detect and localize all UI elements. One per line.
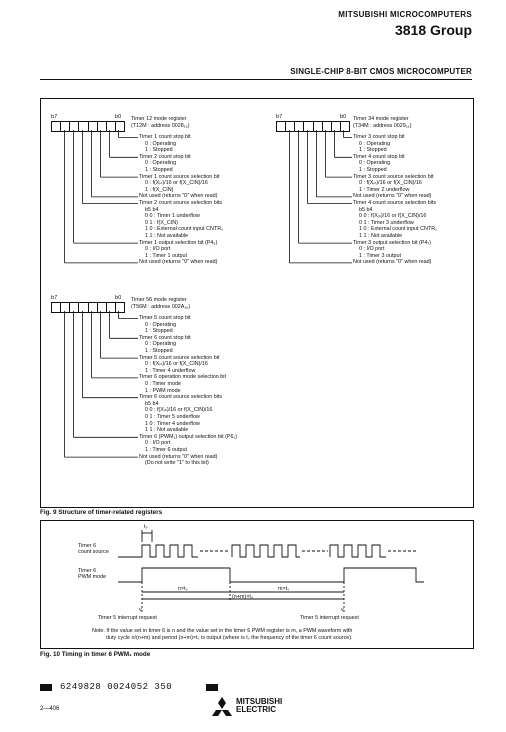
t56-line-21: Not used (returns "0" when read) — [139, 453, 218, 460]
t12-line-9: Not used (returns "0" when read) — [139, 193, 218, 200]
t12-line-17: 0 : I/O port — [145, 246, 171, 253]
t12-line-12: 0 0 : Timer 1 underflow — [145, 213, 200, 220]
t34-line-17: 0 : I/O port — [359, 246, 385, 253]
barcode-text: 6249828 0024052 350 — [60, 682, 173, 692]
t56-b0: b0 — [115, 295, 122, 301]
t12-line-4: 0 : Operating — [145, 160, 177, 167]
m-ts-label: m×tₛ — [278, 586, 290, 592]
t56-line-12: Timer 6 count source selection bits — [139, 394, 223, 401]
t12-line-15: 1 1 : Not available — [145, 233, 189, 239]
t56-line-19: 0 : I/O port — [145, 440, 171, 447]
t34-line-0: Timer 3 count stop bit — [353, 134, 405, 140]
t56-line-5: 1 : Stopped — [145, 348, 173, 354]
fig9-caption: Fig. 9 Structure of timer-related registers — [40, 509, 163, 516]
t34-line-13: 0 1 : Timer 3 underflow — [359, 219, 414, 226]
t34-line-9: Not used (returns "0" when read) — [353, 193, 432, 200]
t56-line-8: 1 : Timer 4 underflow — [145, 367, 196, 374]
t12-line-8: 1 : f(X_CIN) — [145, 186, 174, 193]
t34-title: Timer 34 mode register — [353, 116, 409, 122]
t56-title: Timer 56 mode register — [131, 297, 187, 303]
interrupt-label-right: Timer 5 interrupt request — [300, 615, 359, 621]
t12-line-10: Timer 2 count source selection bits — [139, 200, 223, 206]
t34-line-11: b5 b4 — [359, 206, 373, 213]
note-line-1: Note. If the value set in timer 6 is n and the value set in the timer 6 PWM register is m, a PWM waveform with — [92, 628, 353, 634]
t56-line-2: 1 : Stopped — [145, 328, 173, 335]
t12-address: (T12M : address 0028₁₆) — [131, 123, 190, 129]
t56-line-11: 1 : PWM mode — [145, 387, 181, 394]
t12-line-7: 0 : f(Xᵢₙ)/16 or f(X_CIN)/16 — [145, 180, 208, 187]
fig10-caption: Fig. 10 Timing in timer 6 PWM₁ mode — [40, 651, 151, 658]
pwm-mode-label-2: PWM mode — [78, 574, 107, 580]
t12-line-0: Timer 1 count stop bit — [139, 134, 191, 140]
t34-b7: b7 — [276, 114, 283, 120]
t34-line-7: 0 : f(Xᵢₙ)/16 or f(X_CIN)/16 — [359, 180, 422, 187]
t56-line-20: 1 : Timer 6 output — [145, 447, 187, 453]
count-source-label-1: Timer 6 — [78, 543, 97, 549]
t34-line-3: Timer 4 count stop bit — [353, 153, 405, 160]
t56-line-1: 0 : Operating — [145, 321, 177, 328]
t56-line-17: 1 1 : Not available — [145, 427, 189, 434]
t34-line-1: 0 : Operating — [359, 140, 391, 147]
t12-title: Timer 12 mode register — [131, 116, 187, 122]
t34-line-16: Timer 3 output selection bit (P4₇) — [353, 239, 432, 246]
t34-line-6: Timer 3 count source selection bit — [353, 173, 434, 180]
t12-line-19: Not used (returns "0" when read) — [139, 259, 218, 266]
t56-line-18: Timer 6 (PWM₁) output selection bit (P6₁) — [139, 433, 238, 440]
t12-line-18: 1 : Timer 1 output — [145, 252, 187, 259]
t12-line-3: Timer 2 count stop bit — [139, 153, 191, 160]
interrupt-arrow-left: v — [139, 607, 142, 613]
page-number: 2—406 — [40, 706, 60, 712]
t34-line-15: 1 1 : Not available — [359, 233, 403, 239]
t34-line-19: Not used (returns "0" when read) — [353, 259, 432, 266]
t12-line-11: b5 b4 — [145, 206, 159, 213]
t56-line-9: Timer 6 operation mode selection bit — [139, 374, 226, 381]
t56-b7: b7 — [51, 295, 58, 301]
t12-line-16: Timer 1 output selection bit (P4₆) — [139, 239, 218, 246]
t34-address: (T34M : address 0029₁₆) — [353, 123, 412, 129]
t12-line-6: Timer 1 count source selection bit — [139, 173, 220, 180]
t56-line-15: 0 1 : Timer 5 underflow — [145, 414, 200, 420]
logo-wordmark-1: MITSUBISHI — [236, 697, 283, 706]
t34-b0: b0 — [340, 114, 347, 120]
t34-line-10: Timer 4 count source selection bits — [353, 200, 437, 206]
t56-line-14: 0 0 : f(Xᵢₙ)/16 or f(X_CIN)/16 — [145, 407, 213, 414]
t12-line-13: 0 1 : f(X_CIN) — [145, 219, 178, 226]
t12-b0: b0 — [115, 114, 122, 120]
t56-line-0: Timer 5 count stop bit — [139, 315, 191, 321]
logo-wordmark-2: ELECTRIC — [236, 705, 276, 714]
t12-b7: b7 — [51, 114, 58, 120]
t34-line-14: 1 0 : External count input CNTR₁ — [359, 226, 437, 233]
t56-address: (T56M : address 002A₁₆) — [131, 304, 191, 310]
t56-line-16: 1 0 : Timer 4 underflow — [145, 420, 200, 427]
t34-line-18: 1 : Timer 3 output — [359, 252, 401, 259]
t56-line-7: 0 : f(Xᵢₙ)/16 or f(X_CIN)/16 — [145, 361, 208, 368]
t56-line-13: b5 b4 — [145, 400, 159, 407]
nm-ts-label: (n+m)×tₛ — [232, 594, 253, 600]
t12-line-5: 1 : Stopped — [145, 167, 173, 173]
count-source-label-2: count source — [78, 549, 109, 555]
interrupt-label-left: Timer 5 interrupt request — [98, 615, 157, 621]
t34-line-12: 0 0 : f(Xᵢₙ)/16 or f(X_CIN)/16 — [359, 213, 427, 220]
ts-label: tₛ — [144, 524, 148, 530]
t56-line-6: Timer 5 count source selection bit — [139, 354, 220, 361]
n-ts-label: n×tₛ — [178, 586, 188, 592]
t34-line-5: 1 : Stopped — [359, 167, 387, 173]
t56-line-10: 0 : Timer mode — [145, 381, 181, 387]
document-subtitle: SINGLE-CHIP 8-BIT CMOS MICROCOMPUTER — [290, 67, 472, 76]
t56-line-22: (Do not write "1" to this bit) — [145, 460, 209, 467]
note-line-2: duty cycle n/(n+m) and period (n+m)×tₛ is output (where is tₛ the frequency of the timer 6 count source). — [106, 635, 353, 641]
t12-line-2: 1 : Stopped — [145, 147, 173, 154]
t56-line-3: Timer 6 count stop bit — [139, 334, 191, 341]
group-title: 3818 Group — [394, 22, 472, 38]
interrupt-arrow-right: v — [341, 607, 344, 613]
t34-line-4: 0 : Operating — [359, 160, 391, 167]
pwm-mode-label-1: Timer 6 — [78, 568, 97, 574]
t56-line-4: 0 : Operating — [145, 341, 177, 348]
t12-line-14: 1 0 : External count input CNTR₀ — [145, 226, 224, 233]
t34-line-8: 1 : Timer 2 underflow — [359, 186, 410, 193]
brand-line: MITSUBISHI MICROCOMPUTERS — [338, 10, 472, 19]
t12-line-1: 0 : Operating — [145, 140, 177, 147]
t34-line-2: 1 : Stopped — [359, 147, 387, 154]
